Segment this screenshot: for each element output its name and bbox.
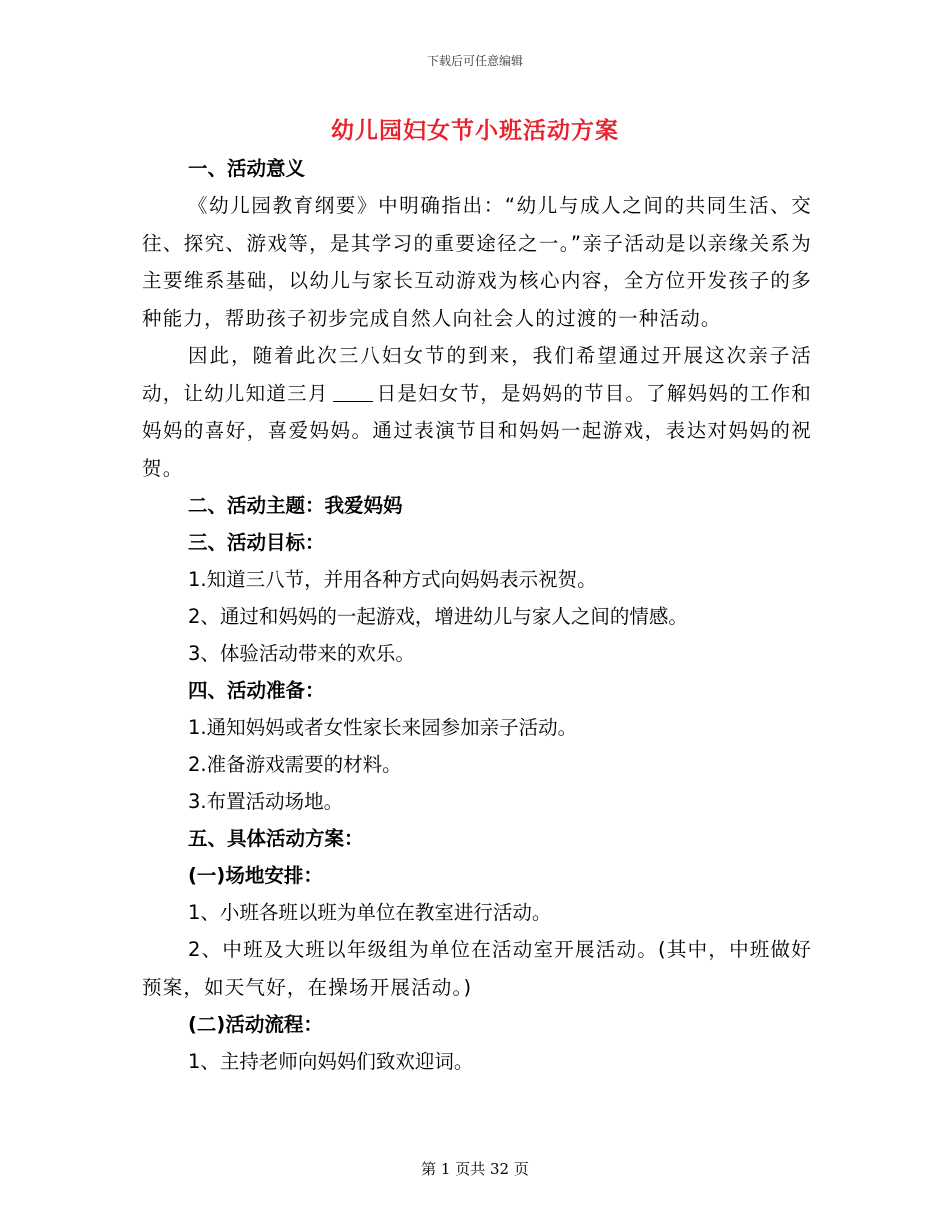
- goal-item-1: 1.知道三八节，并用各种方式向妈妈表示祝贺。: [188, 568, 597, 591]
- subsection-2-heading: (二)活动流程：: [188, 1013, 323, 1036]
- section-1-paragraph-1: 《幼儿园教育纲要》中明确指出：“幼儿与成人之间的共同生活、交往、探究、游戏等，是其学习的重要途径之一。”亲子活动是以亲缘关系为主要维系基础，以幼儿与家长互动游戏为核心内容，全方位开发孩子的多种能力，帮助孩子初步完成自然人向社会人的过渡的一种活动。: [142, 194, 812, 330]
- section-5-heading: 五、具体活动方案：: [188, 827, 364, 850]
- section-3-heading: 三、活动目标：: [188, 531, 325, 554]
- prep-item-2: 2.准备游戏需要的材料。: [188, 753, 402, 776]
- venue-item-1: 1、小班各班以班为单位在教室进行活动。: [188, 901, 552, 924]
- subsection-1-heading: (一)场地安排：: [188, 864, 323, 887]
- section-4-heading: 四、活动准备：: [188, 679, 325, 702]
- goal-item-3: 3、体验活动带来的欢乐。: [188, 642, 415, 665]
- paragraph-2-part-b: 日是妇女节，是妈妈的节目。了解妈妈的工作和妈妈的喜好，喜爱妈妈。通过表演节目和妈妈一起游戏，表达对妈妈的祝贺。: [142, 381, 812, 480]
- section-1-paragraph-2: [142, 337, 812, 487]
- document-body: [142, 150, 812, 1080]
- goal-item-2: 2、通过和妈妈的一起游戏，增进幼儿与家人之间的情感。: [188, 605, 688, 628]
- page-header: 下载后可任意编辑: [426, 54, 523, 68]
- section-1-heading: 一、活动意义: [188, 157, 306, 180]
- paragraph-2-part-a: 因此，随着此次三八妇女节的到来，我们希望通过开展这次亲子活动，让幼儿知道三月: [142, 344, 812, 405]
- page-footer: 第 1 页共 32 页: [421, 1160, 529, 1178]
- prep-item-1: 1.通知妈妈或者女性家长来园参加亲子活动。: [188, 716, 578, 739]
- prep-item-3: 3.布置活动场地。: [188, 790, 344, 813]
- flow-item-1: 1、主持老师向妈妈们致欢迎词。: [188, 1050, 474, 1073]
- document-title: 幼儿园妇女节小班活动方案: [331, 118, 619, 144]
- venue-item-2: 2、中班及大班以年级组为单位在活动室开展活动。(其中，中班做好预案，如天气好，在操场开展活动。): [142, 938, 812, 999]
- section-2-heading: 二、活动主题：我爱妈妈: [188, 494, 403, 517]
- blank-underline: [333, 381, 373, 402]
